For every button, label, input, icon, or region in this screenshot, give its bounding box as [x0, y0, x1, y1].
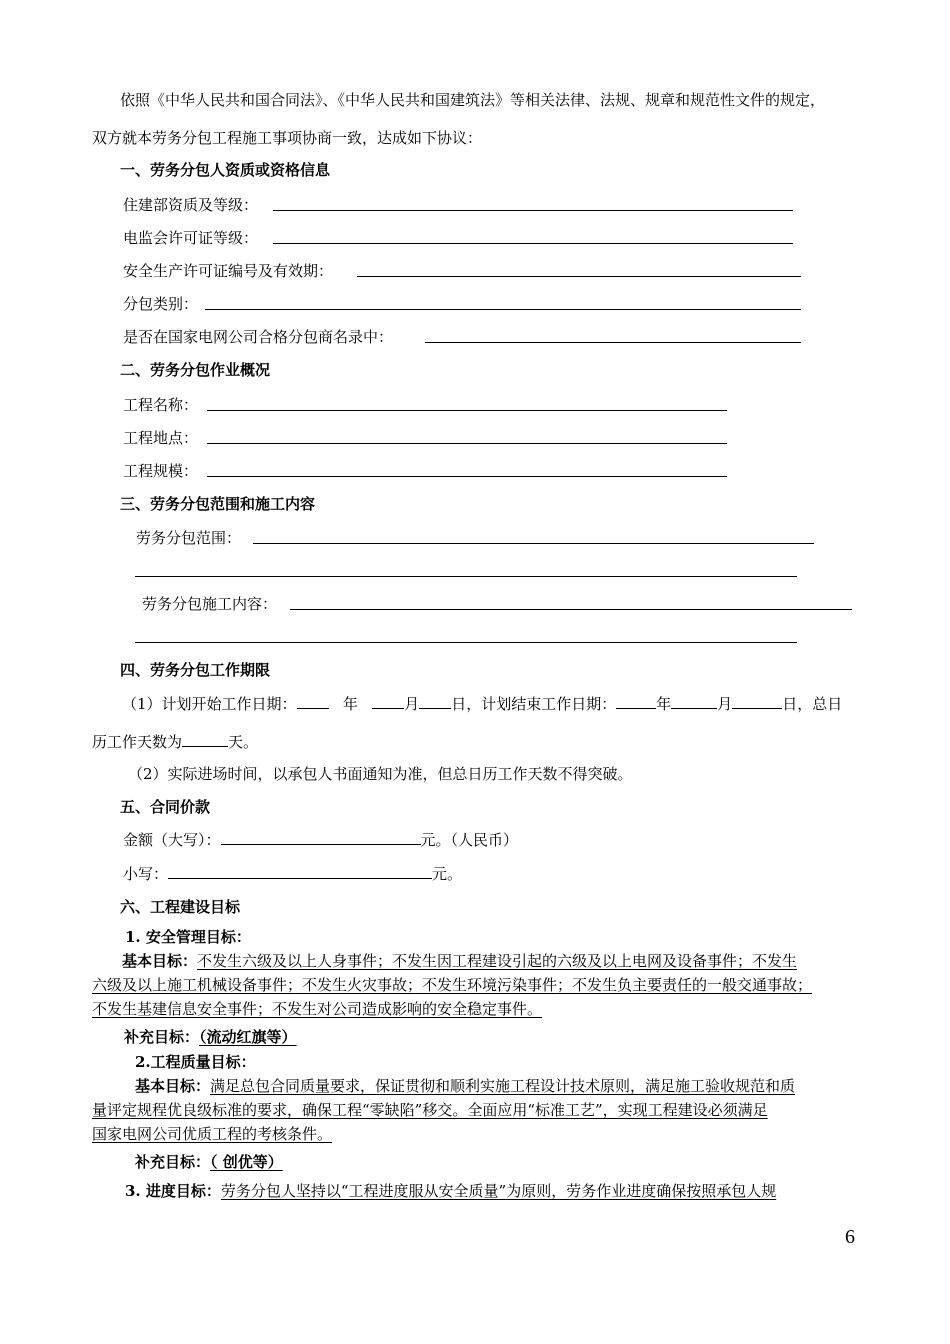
field-project-scale-label: 工程规模：: [123, 462, 199, 480]
quality-basic-label: 基本目标：: [135, 1077, 211, 1095]
quality-basic-line-3: 国家电网公司优质工程的考核条件。: [92, 1125, 333, 1143]
start-year-blank[interactable]: [297, 694, 329, 709]
total-days-blank[interactable]: [182, 732, 228, 747]
field-scope-blank-2[interactable]: [135, 576, 797, 577]
field-qualification-label: 住建部资质及等级：: [123, 196, 259, 214]
safety-supp-value: （流动红旗等）: [199, 1028, 297, 1046]
progress-target-line: [125, 1181, 776, 1201]
quality-supp-value: （ 创优等）: [210, 1153, 283, 1171]
page-number: 6: [845, 1226, 855, 1248]
start-month-blank[interactable]: [372, 694, 404, 709]
total-days-label: 历工作天数为: [92, 733, 183, 751]
field-subcontract-type-label: 分包类别：: [123, 295, 199, 313]
safety-basic-label: 基本目标：: [122, 952, 198, 970]
intro-line-1: 依照《中华人民共和国合同法》、《中华人民共和国建筑法》等相关法律、法规、规章和规范性文件的规定，: [120, 91, 826, 109]
section-4-heading: 四、劳务分包工作期限: [120, 661, 271, 679]
section-1-heading: 一、劳务分包人资质或资格信息: [120, 161, 331, 179]
quality-target-title: 2.工程质量目标：: [135, 1053, 256, 1071]
period-note: （2）实际进场时间，以承包人书面通知为准，但总日历工作天数不得突破。: [128, 765, 633, 783]
section-5-heading: 五、合同价款: [120, 798, 211, 816]
field-project-location-label: 工程地点：: [123, 429, 199, 447]
field-subcontract-type-blank[interactable]: [205, 309, 801, 310]
end-day-blank[interactable]: [732, 694, 782, 709]
month-char-2: 月: [717, 695, 733, 713]
safety-target-title: 1. 安全管理目标：: [125, 928, 251, 946]
field-safety-license-blank[interactable]: [357, 276, 801, 277]
intro-line-2: 双方就本劳务分包工程施工事项协商一致，达成如下协议：: [92, 129, 483, 147]
month-char: 月: [404, 695, 420, 713]
total-days-unit: 天。: [228, 733, 259, 751]
safety-basic-line-1: [122, 951, 797, 971]
end-year-blank[interactable]: [616, 694, 656, 709]
start-day-blank[interactable]: [419, 694, 451, 709]
quality-supp-label: 补充目标：: [135, 1153, 211, 1171]
field-license-level-blank[interactable]: [273, 243, 793, 244]
amount-line: [123, 830, 518, 850]
section-2-heading: 二、劳务分包作业概况: [120, 361, 271, 379]
progress-target-title: 3. 进度目标：: [125, 1182, 221, 1200]
field-license-level-label: 电监会许可证等级：: [123, 229, 259, 247]
field-project-location-blank[interactable]: [207, 443, 727, 444]
period-line-1: [122, 694, 842, 714]
period-end-label: 日，计划结束工作日期：: [451, 695, 617, 713]
safety-basic-text-1: 不发生六级及以上人身事件；不发生因工程建设引起的六级及以上电网及设备事件；不发生: [197, 952, 798, 970]
field-project-name-label: 工程名称：: [123, 396, 199, 414]
year-char-2: 年: [656, 695, 672, 713]
field-scope-label: 劳务分包范围：: [136, 529, 242, 547]
field-project-scale-blank[interactable]: [207, 476, 727, 477]
progress-target-text: 劳务分包人坚持以“工程进度服从安全质量”为原则，劳务作业进度确保按照承包人规: [220, 1182, 777, 1200]
field-content-blank-2[interactable]: [135, 642, 797, 643]
amount-figures-blank[interactable]: [168, 864, 432, 879]
field-scope-blank[interactable]: [253, 543, 814, 544]
field-content-label: 劳务分包施工内容：: [142, 595, 278, 613]
period-line-2: [92, 732, 258, 752]
section-6-heading: 六、工程建设目标: [120, 898, 241, 916]
safety-basic-line-2: 六级及以上施工机械设备事件；不发生火灾事故；不发生环境污染事件；不发生负主要责任的一般交通事故；: [92, 976, 813, 994]
amount-words-unit: 元。（人民币）: [420, 831, 519, 849]
period-tail: 日，总日: [782, 695, 843, 713]
field-qualified-list-blank[interactable]: [425, 342, 801, 343]
amount-figures-label: 小写：: [123, 865, 169, 883]
quality-basic-text-1: 满足总包合同质量要求，保证贯彻和顺利实施工程设计技术原则，满足施工验收规范和质: [210, 1077, 796, 1095]
amount-small-line: [123, 864, 462, 884]
quality-basic-line-1: [135, 1076, 795, 1096]
field-qualified-list-label: 是否在国家电网公司合格分包商名录中：: [123, 328, 394, 346]
amount-words-label: 金额（大写）：: [123, 831, 221, 849]
field-content-blank[interactable]: [290, 609, 852, 610]
quality-supp-line: [135, 1152, 283, 1172]
end-month-blank[interactable]: [671, 694, 717, 709]
amount-words-blank[interactable]: [221, 830, 421, 845]
safety-supp-line: [124, 1027, 297, 1047]
section-3-heading: 三、劳务分包范围和施工内容: [120, 495, 316, 513]
field-project-name-blank[interactable]: [207, 410, 727, 411]
field-qualification-blank[interactable]: [273, 210, 793, 211]
safety-supp-label: 补充目标：: [124, 1028, 200, 1046]
quality-basic-line-2: 量评定规程优良级标准的要求，确保工程“零缺陷”移交。全面应用“标准工艺”，实现工程建设必须满足: [92, 1101, 768, 1119]
field-safety-license-label: 安全生产许可证编号及有效期：: [123, 262, 334, 280]
amount-figures-unit: 元。: [432, 865, 463, 883]
safety-basic-line-3: 不发生基建信息安全事件；不发生对公司造成影响的安全稳定事件。: [92, 1000, 543, 1018]
period-start-label: （1）计划开始工作日期：: [122, 695, 297, 713]
year-char: 年: [342, 695, 358, 713]
